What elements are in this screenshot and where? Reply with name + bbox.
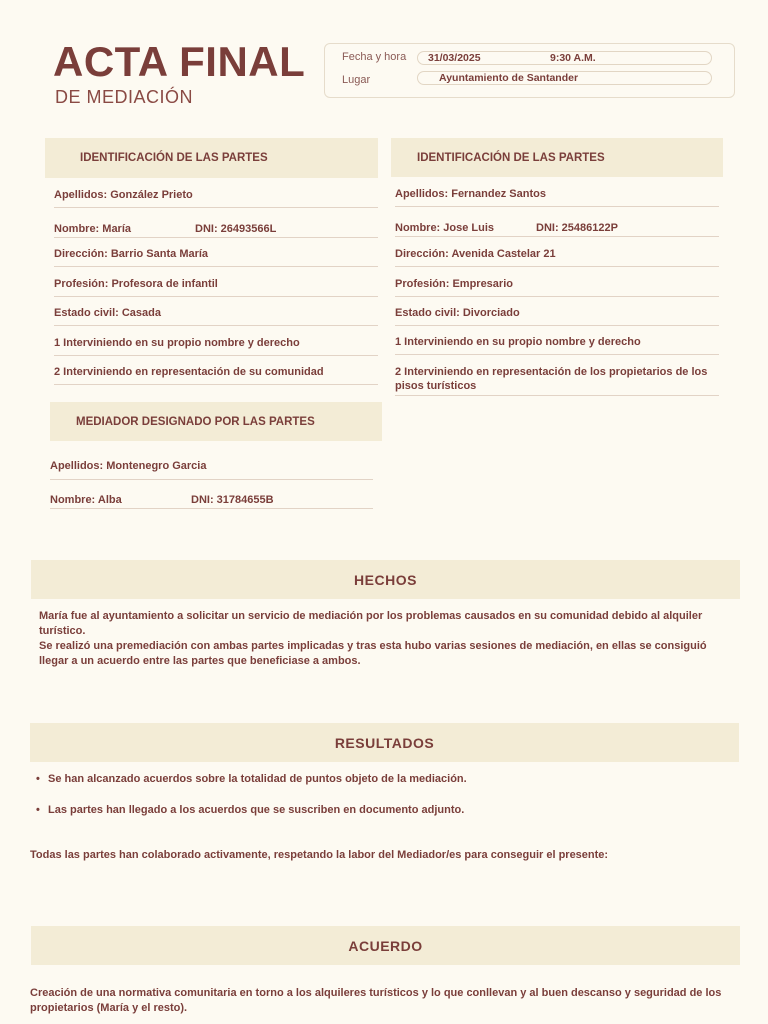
resultados-bullet-1: • Se han alcanzado acuerdos sobre la totalidad de puntos objeto de la mediación.: [48, 772, 728, 787]
party-left-direccion: Dirección: Barrio Santa María: [54, 247, 378, 267]
hechos-paragraph-2: Se realizó una premediación con ambas partes implicadas y tras esta hubo varias sesiones de mediación, en ellas se consiguió llegar a un acuerdo entre las partes que beneficiase a ambos.: [39, 640, 707, 667]
mediator-dni: DNI: 31784655B: [191, 494, 274, 506]
resultados-closing: Todas las partes han colaborado activamente, respetando la labor del Mediador/es para conseguir el presente:: [30, 849, 609, 861]
document-subtitle: DE MEDIACIÓN: [55, 87, 194, 107]
party-left-intervencion-1: 1 Interviniendo en su propio nombre y derecho: [54, 336, 378, 356]
party-left-apellidos: Apellidos: González Prieto: [54, 188, 378, 208]
acuerdo-heading: ACUERDO: [31, 926, 740, 965]
date-time-field: [417, 51, 712, 65]
party-left-nombre-row: [54, 222, 378, 238]
date-label: Fecha y hora: [342, 51, 407, 63]
party-left-dni: DNI: 26493566L: [195, 223, 277, 235]
party-right-intervencion-2: 2 Interviniendo en representación de los propietarios de los pisos turísticos: [395, 365, 719, 396]
document-title: ACTA FINAL: [53, 38, 306, 85]
party-left-heading: IDENTIFICACIÓN DE LAS PARTES: [45, 138, 378, 178]
mediator-nombre-row: [50, 493, 373, 509]
party-right-profesion: Profesión: Empresario: [395, 277, 719, 297]
party-right-intervencion-1: 1 Interviniendo en su propio nombre y derecho: [395, 335, 719, 355]
party-left-estado-civil: Estado civil: Casada: [54, 306, 378, 326]
date-place-box: [324, 43, 735, 98]
place-label: Lugar: [342, 74, 371, 86]
party-left-intervencion-2: 2 Interviniendo en representación de su comunidad: [54, 365, 378, 385]
hechos-text: [39, 609, 729, 669]
date-value: 31/03/2025: [428, 52, 481, 64]
party-right-dni: DNI: 25486122P: [536, 222, 618, 234]
mediator-heading: MEDIADOR DESIGNADO POR LAS PARTES: [50, 402, 382, 441]
party-left-nombre: Nombre: María: [54, 223, 132, 235]
acuerdo-text: Creación de una normativa comunitaria en torno a los alquileres turísticos y lo que conllevan y al buen descanso y seguridad de los propietarios (María y el resto).: [30, 987, 722, 1014]
place-field: [417, 71, 712, 85]
resultados-heading: RESULTADOS: [30, 723, 739, 762]
party-right-estado-civil: Estado civil: Divorciado: [395, 306, 719, 326]
hechos-heading: HECHOS: [31, 560, 740, 599]
party-right-heading: IDENTIFICACIÓN DE LAS PARTES: [391, 138, 723, 177]
hechos-paragraph-1: María fue al ayuntamiento a solicitar un servicio de mediación por los problemas causados en su comunidad debido al alquiler turístico.: [39, 610, 703, 637]
mediator-nombre: Nombre: Alba: [50, 494, 122, 506]
place-value: Ayuntamiento de Santander: [439, 72, 579, 84]
party-right-apellidos: Apellidos: Fernandez Santos: [395, 187, 719, 207]
resultados-bullet-2: • Las partes han llegado a los acuerdos que se suscriben en documento adjunto.: [48, 803, 728, 818]
party-right-nombre-row: [395, 221, 719, 237]
time-value: 9:30 A.M.: [550, 52, 596, 64]
party-right-nombre: Nombre: Jose Luis: [395, 222, 495, 234]
party-right-direccion: Dirección: Avenida Castelar 21: [395, 247, 719, 267]
mediator-apellidos: Apellidos: Montenegro Garcia: [50, 459, 373, 480]
party-left-profesion: Profesión: Profesora de infantil: [54, 277, 378, 297]
